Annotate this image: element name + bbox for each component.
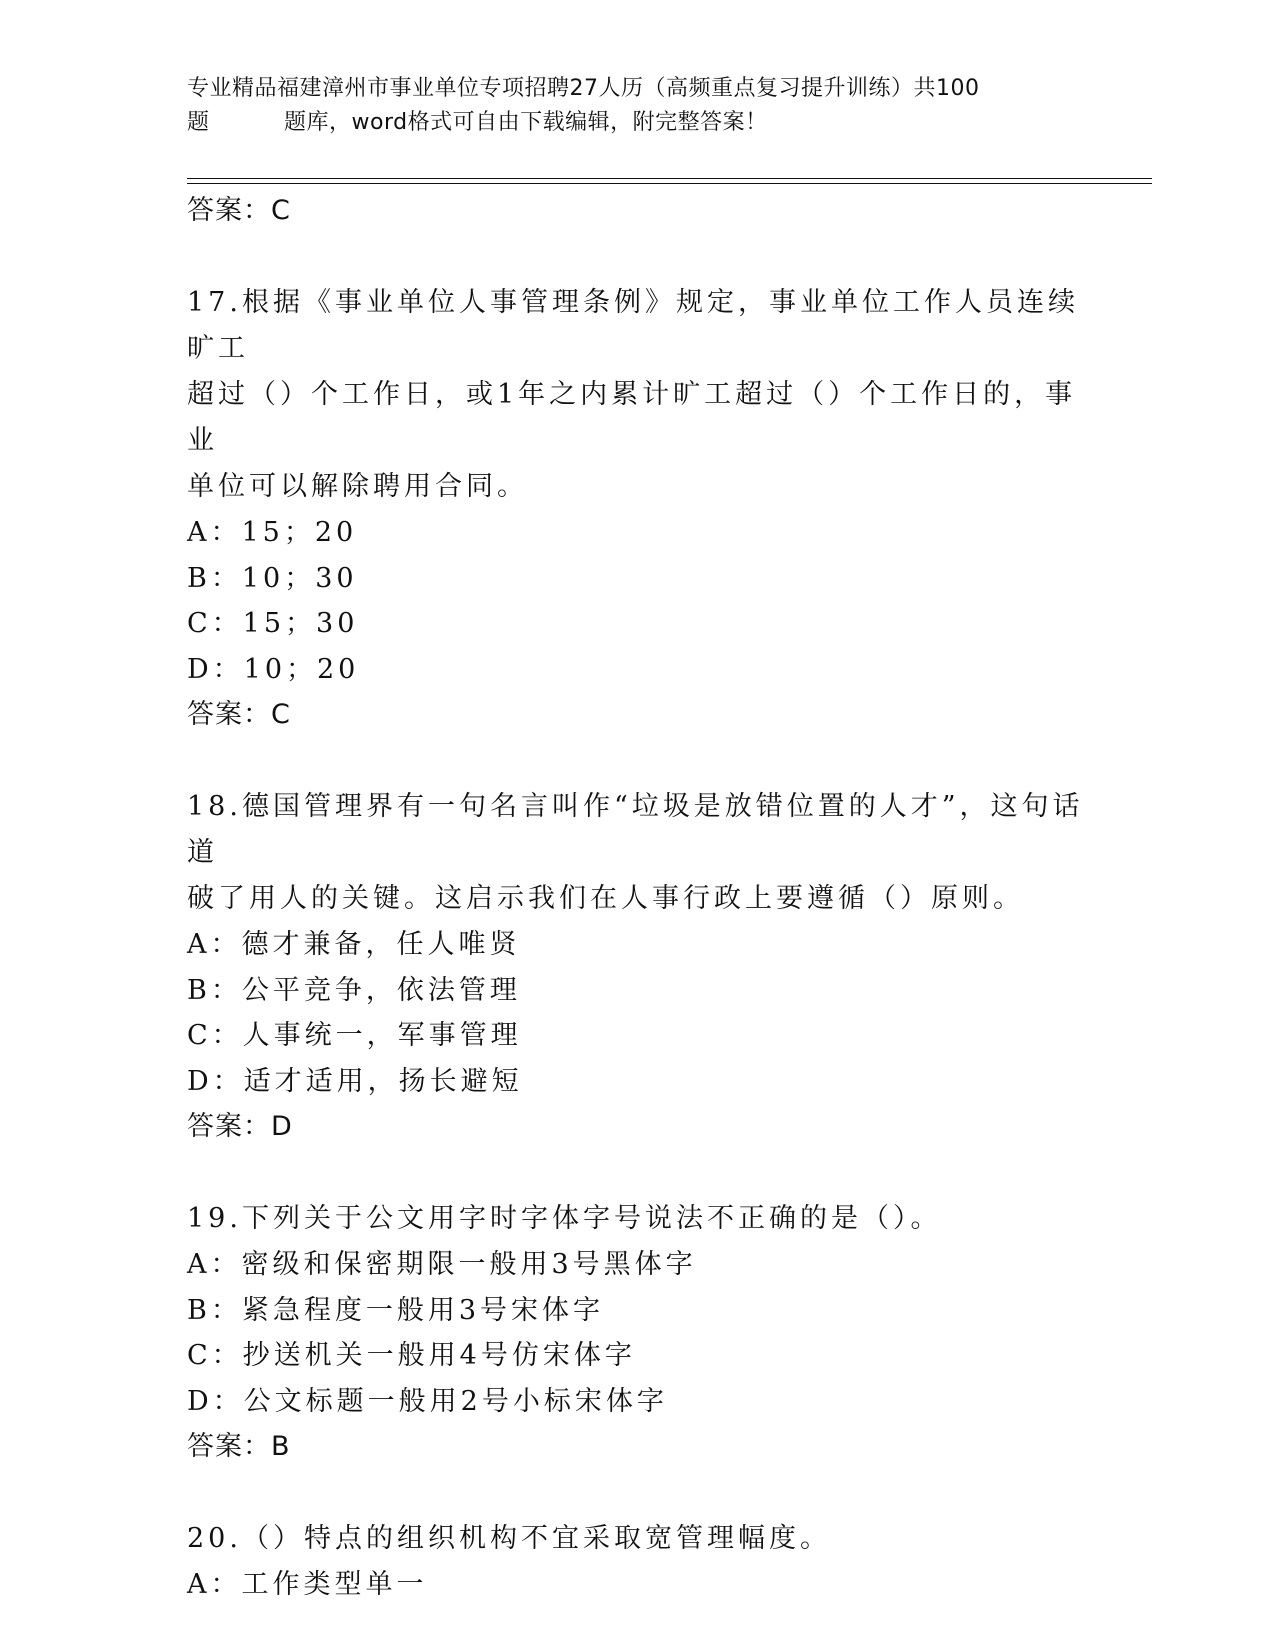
page-header	[187, 72, 1087, 140]
question-19	[187, 1196, 1087, 1470]
header-line-1: 专业精品福建漳州市事业单位专项招聘27人历（高频重点复习提升训练）共100	[187, 76, 980, 101]
option-c: C：抄送机关一般用4号仿宋体字	[187, 1340, 636, 1371]
header-line-2	[187, 106, 1087, 140]
question-text-line: 18.德国管理界有一句名言叫作“垃圾是放错位置的人才”，这句话道	[187, 791, 1084, 868]
option-d: D：公文标题一般用2号小标宋体字	[187, 1385, 668, 1417]
header-line-2-lead: 题	[187, 110, 210, 135]
question-text-line: 单位可以解除聘用合同。	[187, 471, 528, 502]
question-20	[187, 1516, 1087, 1608]
header-rule-bottom	[187, 183, 1152, 184]
header-line-2-rest: 题库，word格式可自由下载编辑，附完整答案！	[284, 110, 768, 135]
header-rule-top	[187, 178, 1152, 179]
option-b: B：公平竞争，依法管理	[187, 974, 521, 1006]
document-body	[187, 188, 1087, 1608]
question-text-line: 20.（）特点的组织机构不宜采取宽管理幅度。	[187, 1523, 831, 1554]
question-17	[187, 280, 1087, 738]
option-c: C：人事统一，军事管理	[187, 1020, 522, 1051]
question-text-line: 17.根据《事业单位人事管理条例》规定，事业单位工作人员连续旷工	[187, 287, 1079, 364]
option-d: D：10；20	[187, 653, 360, 685]
option-a: A：工作类型单一	[187, 1569, 428, 1600]
previous-answer: 答案：C	[187, 195, 291, 226]
option-d: D：适才适用，扬长避短	[187, 1065, 523, 1097]
question-text-line: 超过（）个工作日，或1年之内累计旷工超过（）个工作日的，事业	[187, 379, 1077, 456]
answer: 答案：D	[187, 1111, 293, 1142]
option-c: C：15；30	[187, 608, 359, 639]
question-text-line: 破了用人的关键。这启示我们在人事行政上要遵循（）原则。	[187, 883, 1024, 914]
option-a: A：德才兼备，任人唯贤	[187, 929, 521, 960]
option-b: B：10；30	[187, 562, 358, 594]
option-a: A：15；20	[187, 517, 358, 548]
answer: 答案：C	[187, 699, 291, 730]
question-text-line: 19.下列关于公文用字时字体字号说法不正确的是（）。	[187, 1203, 942, 1234]
option-a: A：密级和保密期限一般用3号黑体字	[187, 1249, 697, 1280]
option-b: B：紧急程度一般用3号宋体字	[187, 1294, 605, 1326]
answer: 答案：B	[187, 1431, 291, 1462]
question-18	[187, 784, 1087, 1150]
